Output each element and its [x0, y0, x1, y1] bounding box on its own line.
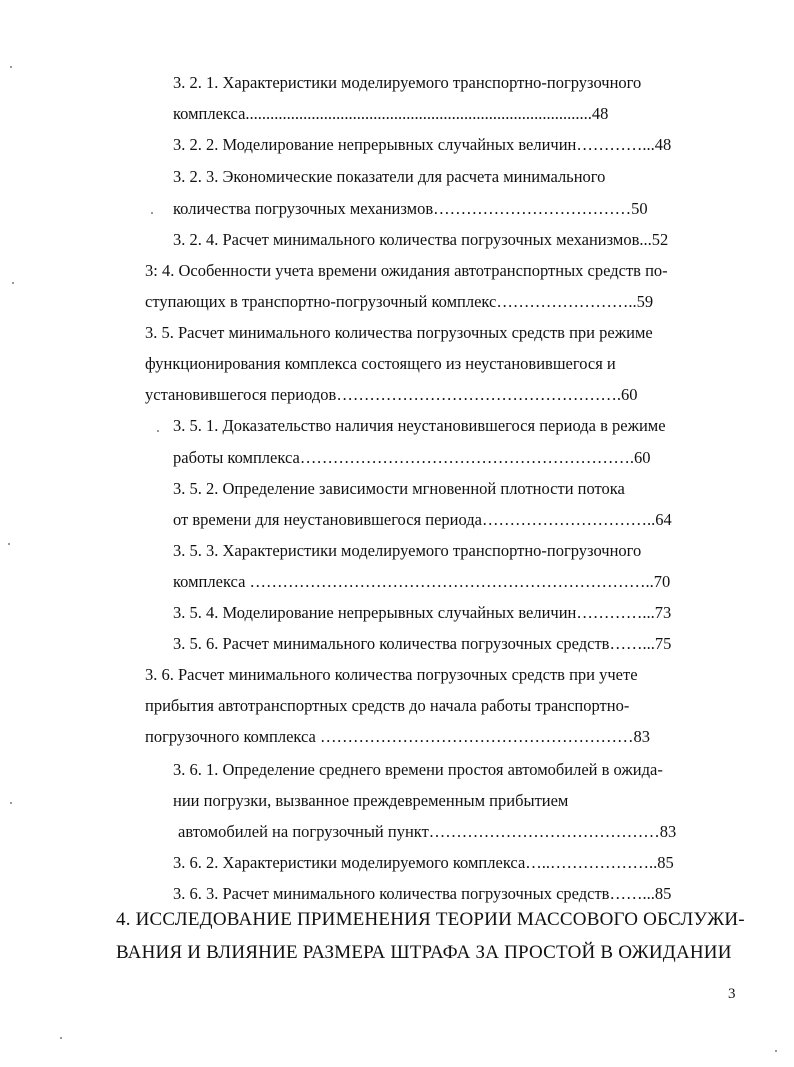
toc-line: 3. 6. 1. Определение среднего времени простоя автомобилей в ожида- [173, 760, 663, 779]
scan-speck [12, 282, 14, 284]
toc-line: от времени для неустановившегося периода…………………………..64 [173, 510, 672, 529]
scan-speck [10, 802, 12, 804]
toc-line: прибытия автотранспортных средств до начала работы транспортно- [145, 696, 630, 715]
toc-line: 3. 2. 1. Характеристики моделируемого транспортно-погрузочного [173, 73, 642, 92]
chapter-heading-line: ВАНИЯ И ВЛИЯНИЕ РАЗМЕРА ШТРАФА ЗА ПРОСТОЙ В ОЖИДАНИИ [116, 942, 732, 963]
toc-line: автомобилей на погрузочный пункт……………………………………83 [178, 822, 677, 841]
toc-line: нии погрузки, вызванное преждевременным прибытием [173, 791, 569, 810]
toc-line: 3. 5. Расчет минимального количества погрузочных средств при режиме [145, 323, 653, 342]
scan-speck [60, 1037, 62, 1039]
toc-line: 3. 5. 2. Определение зависимости мгновенной плотности потока [173, 479, 625, 498]
toc-line: погрузочного комплекса …………………………………………………83 [145, 727, 651, 746]
toc-line: 3. 5. 4. Моделирование непрерывных случайных величин…………...73 [173, 603, 672, 622]
toc-line: комплекса ………………………………………………………………..70 [173, 572, 671, 591]
toc-line: 3: 4. Особенности учета времени ожидания автотранспортных средств по- [145, 261, 668, 280]
toc-line: 3. 6. 2. Характеристики моделируемого комплекса…..………………..85 [173, 853, 674, 872]
toc-line: 3. 5. 1. Доказательство наличия неустановившегося периода в режиме [173, 416, 666, 435]
toc-line: комплекса....................................................................................48 [173, 104, 609, 123]
toc-line: 3. 2. 3. Экономические показатели для расчета минимального [173, 167, 606, 186]
scan-speck [10, 66, 12, 68]
toc-line: 3. 2. 4. Расчет минимального количества погрузочных механизмов...52 [173, 230, 669, 249]
toc-line: установившегося периодов…………………………………………….60 [145, 385, 638, 404]
toc-line: 3. 6. Расчет минимального количества погрузочных средств при учете [145, 665, 638, 684]
toc-line: количества погрузочных механизмов………………………………50 [173, 199, 648, 218]
scan-speck [157, 430, 159, 432]
page-number: 3 [728, 986, 736, 1002]
toc-line: работы комплекса…………………………………………………….60 [173, 448, 651, 467]
toc-line: 3. 5. 6. Расчет минимального количества погрузочных средств……...75 [173, 634, 672, 653]
scan-speck [775, 1050, 777, 1052]
scan-speck [151, 212, 153, 214]
toc-line: ступающих в транспортно-погрузочный комплекс……………………..59 [145, 292, 654, 311]
scan-speck [8, 543, 10, 545]
toc-line: 3. 6. 3. Расчет минимального количества погрузочных средств……...85 [173, 884, 672, 903]
toc-line: 3. 5. 3. Характеристики моделируемого транспортно-погрузочного [173, 541, 642, 560]
chapter-heading-line: 4. ИССЛЕДОВАНИЕ ПРИМЕНЕНИЯ ТЕОРИИ МАССОВОГО ОБСЛУЖИ- [116, 909, 745, 930]
toc-line: 3. 2. 2. Моделирование непрерывных случайных величин…………...48 [173, 135, 672, 154]
toc-line: функционирования комплекса состоящего из неустановившегося и [145, 354, 616, 373]
